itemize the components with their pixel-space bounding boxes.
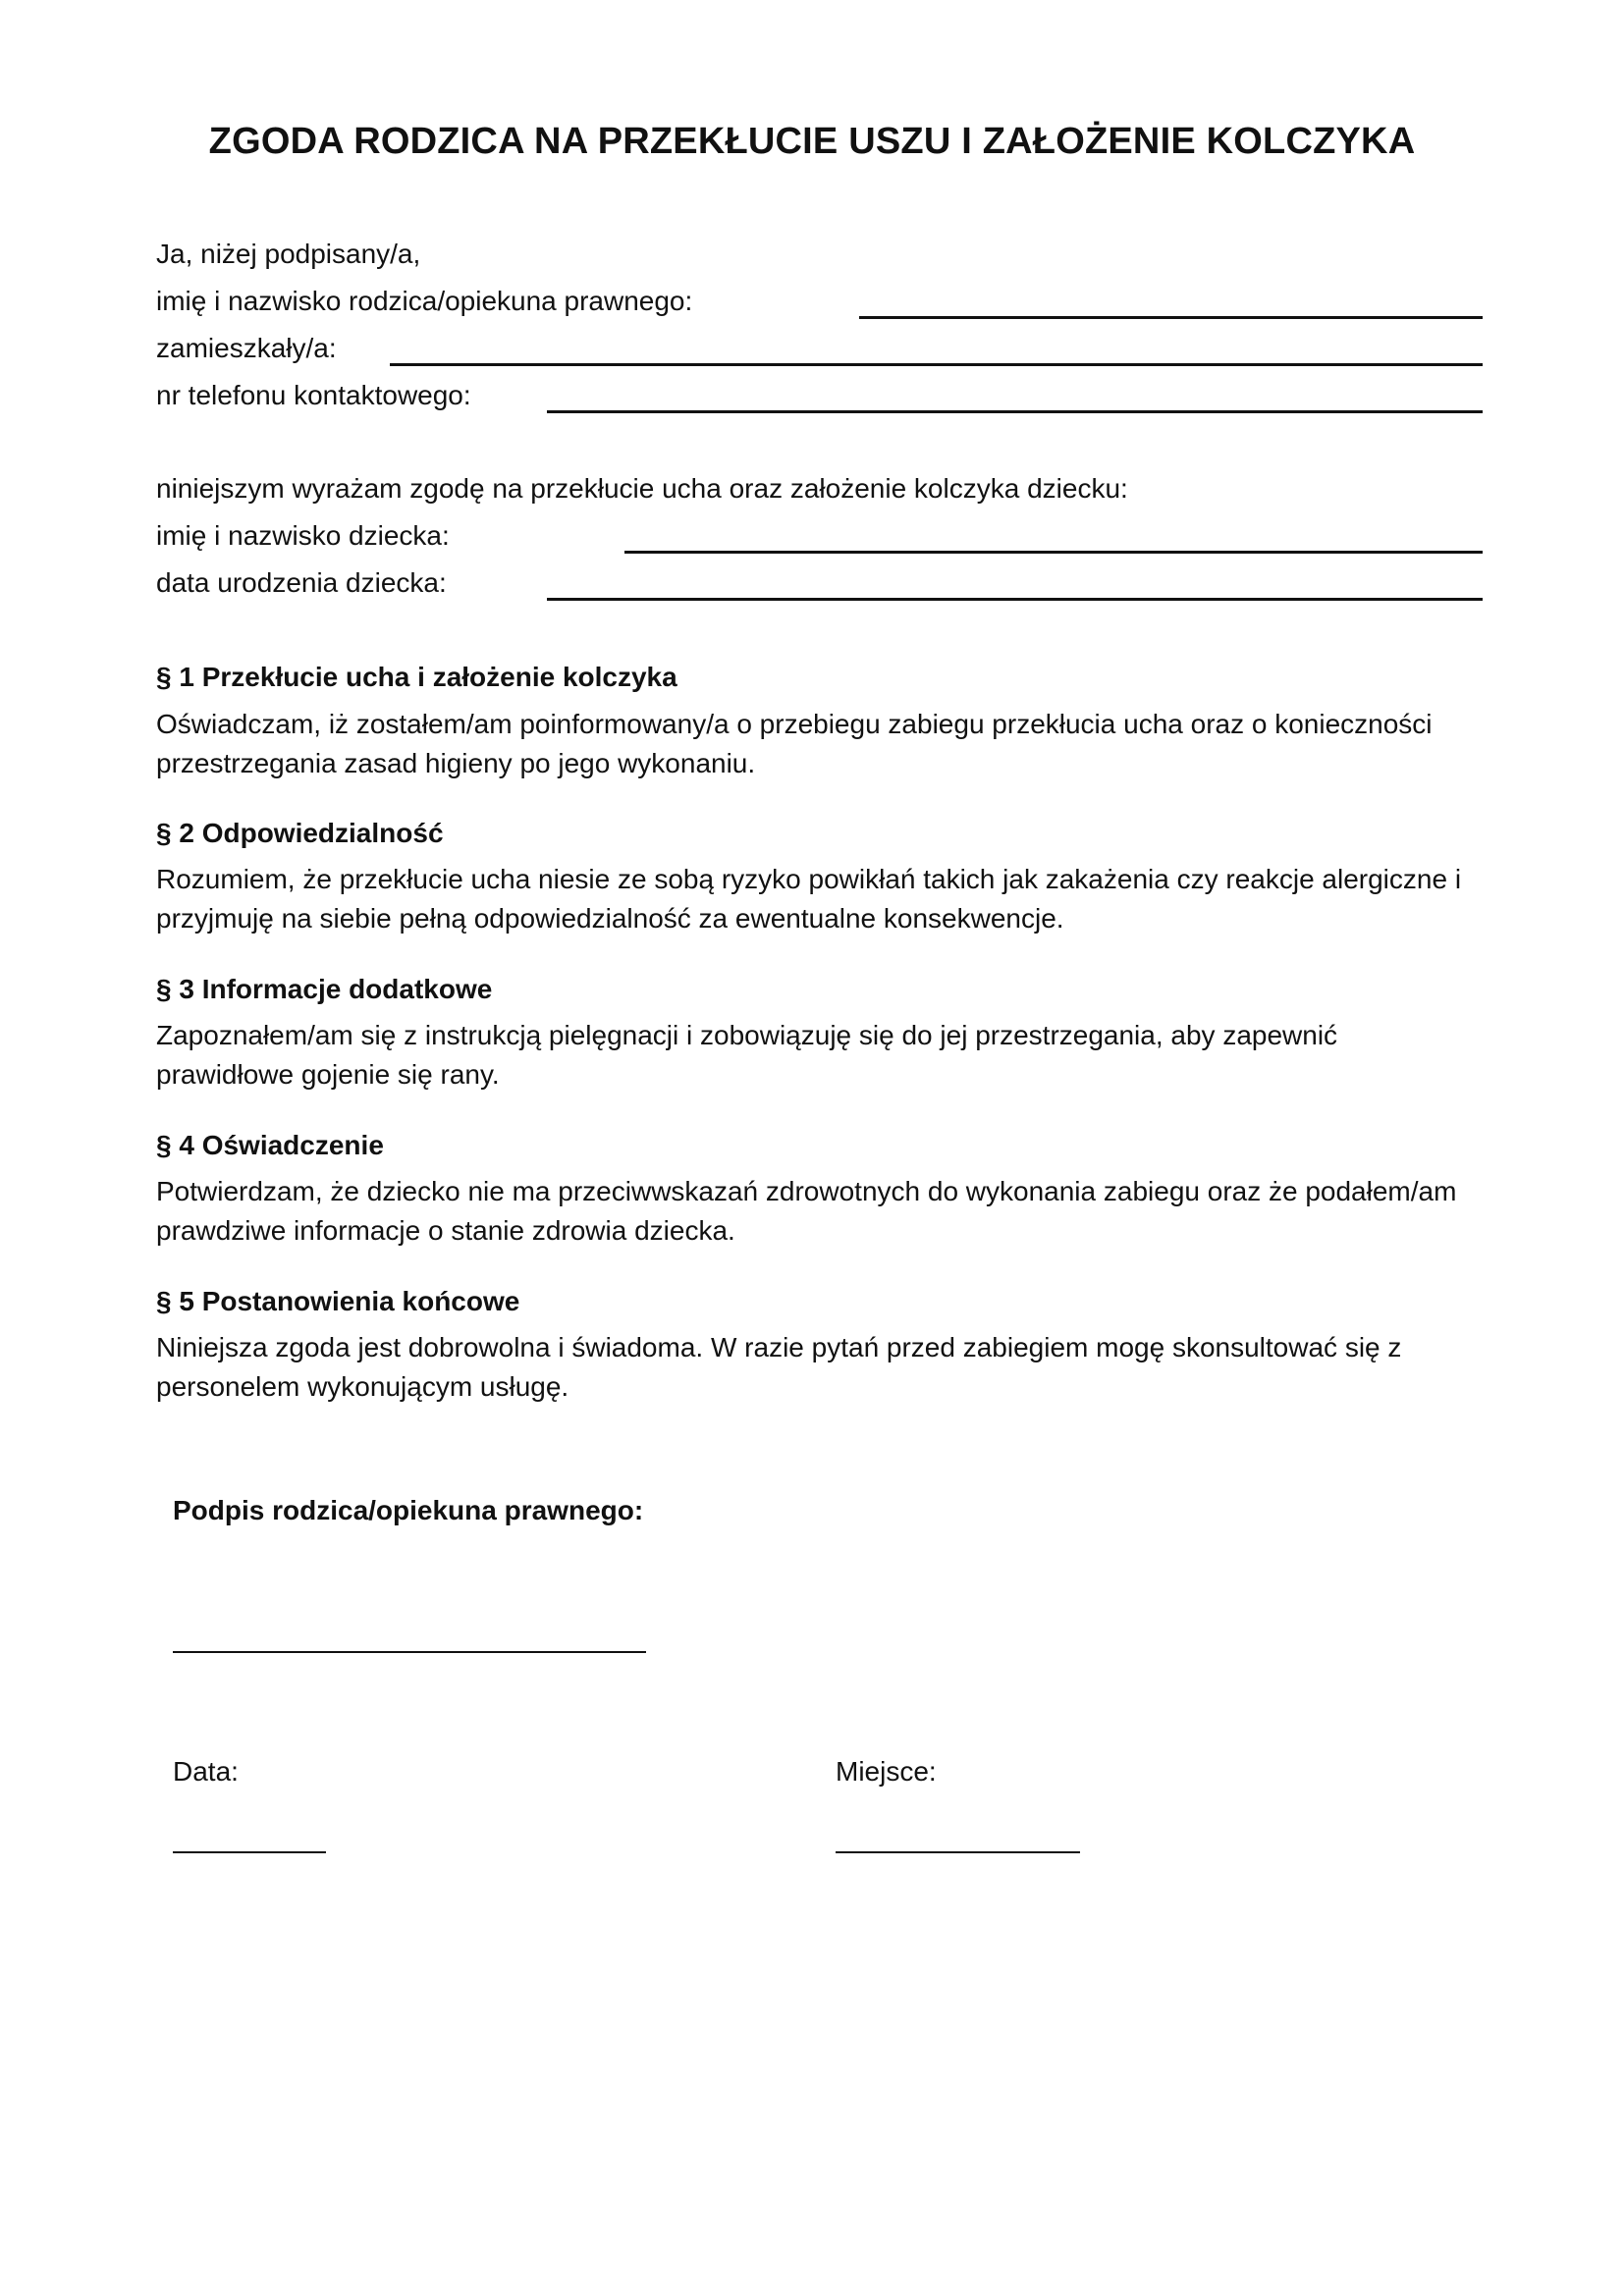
place-field[interactable]: [836, 1851, 1080, 1853]
phone-label: nr telefonu kontaktowego:: [156, 380, 471, 410]
address-label: zamieszkały/a:: [156, 333, 337, 363]
date-field[interactable]: [173, 1851, 326, 1853]
section-2-heading: § 2 Odpowiedzialność: [156, 818, 444, 848]
child-birth-field[interactable]: [547, 598, 1483, 601]
document-title: ZGODA RODZICA NA PRZEKŁUCIE USZU I ZAŁOŻENIE KOLCZYKA: [208, 121, 1416, 162]
parent-name-label: imię i nazwisko rodzica/opiekuna prawnego:: [156, 286, 693, 316]
place-label: Miejsce:: [836, 1756, 937, 1787]
section-3-heading: § 3 Informacje dodatkowe: [156, 974, 493, 1004]
parent-name-field[interactable]: [859, 316, 1483, 319]
intro-line: Ja, niżej podpisany/a,: [156, 239, 421, 269]
section-5-heading: § 5 Postanowienia końcowe: [156, 1286, 520, 1316]
section-2-body: Rozumiem, że przekłucie ucha niesie ze sobą ryzyko powikłań takich jak zakażenia czy reakcje alergiczne i przyjmuję na siebie pełną odpowiedzialność za ewentualne konsekwencje.: [156, 864, 1462, 934]
date-label: Data:: [173, 1756, 239, 1787]
phone-field[interactable]: [547, 410, 1483, 413]
consent-line: niniejszym wyrażam zgodę na przekłucie ucha oraz założenie kolczyka dziecku:: [156, 473, 1128, 504]
child-birth-label: data urodzenia dziecka:: [156, 567, 447, 598]
signature-field[interactable]: [173, 1651, 646, 1653]
section-5-body: Niniejsza zgoda jest dobrowolna i świadoma. W razie pytań przed zabiegiem mogę skonsultować się z personelem wykonującym usługę.: [156, 1332, 1402, 1402]
section-3-body: Zapoznałem/am się z instrukcją pielęgnacji i zobowiązuję się do jej przestrzegania, aby zapewnić prawidłowe gojenie się rany.: [156, 1020, 1338, 1090]
section-1-body: Oświadczam, iż zostałem/am poinformowany/a o przebiegu zabiegu przekłucia ucha oraz o konieczności przestrzegania zasad higieny po jego wykonaniu.: [156, 709, 1433, 778]
signature-label: Podpis rodzica/opiekuna prawnego:: [173, 1495, 644, 1525]
child-name-field[interactable]: [624, 551, 1483, 554]
address-field[interactable]: [390, 363, 1483, 366]
section-4-heading: § 4 Oświadczenie: [156, 1130, 384, 1160]
section-4-body: Potwierdzam, że dziecko nie ma przeciwwskazań zdrowotnych do wykonania zabiegu oraz że podałem/am prawdziwe informacje o stanie zdrowia dziecka.: [156, 1176, 1457, 1246]
section-1-heading: § 1 Przekłucie ucha i założenie kolczyka: [156, 662, 677, 692]
child-name-label: imię i nazwisko dziecka:: [156, 520, 450, 551]
